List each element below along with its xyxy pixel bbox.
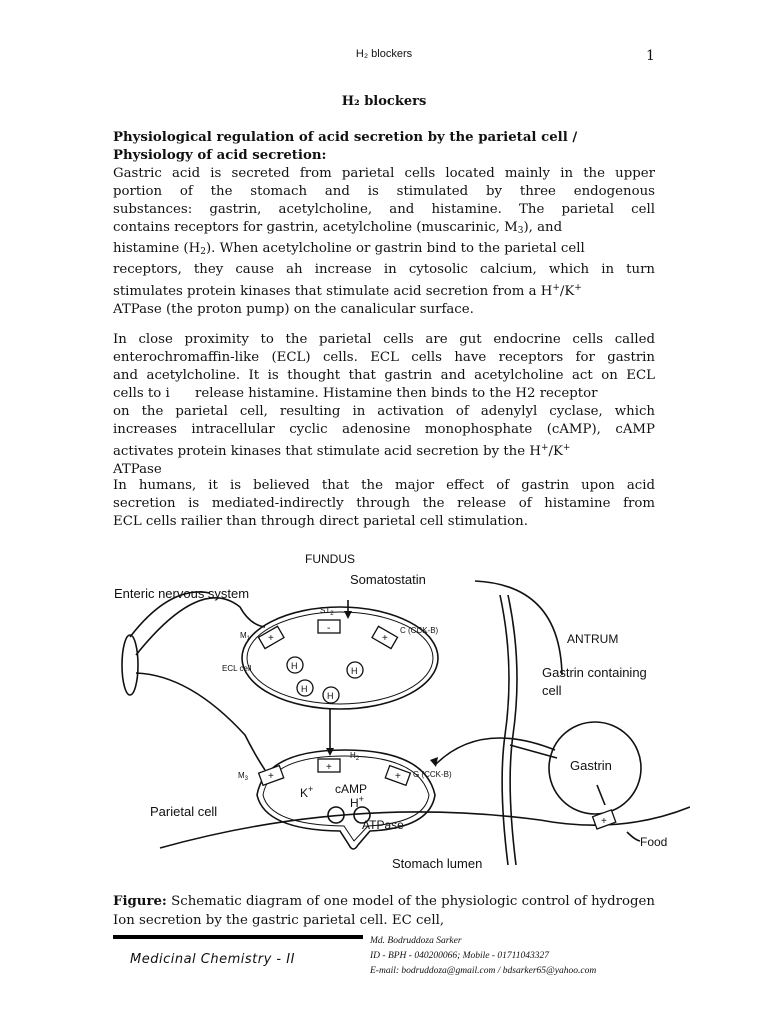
para-line: on the parietal cell, resulting in activation of adenylyl cyclase, which [113,404,655,419]
footer-rule [113,935,363,939]
paragraph-2 [113,331,655,479]
antrum-wall [500,595,509,865]
label-k: K+ [300,784,314,800]
caption-text: Schematic diagram of one model of the physiologic control of hydrogen Ion secretion by the gastric parietal cell. EC cell, [113,894,655,928]
label-antrum: ANTRUM [567,632,619,646]
para-line: In humans, it is believed that the major effect of gastrin upon acid [113,478,655,493]
footer-id: ID - BPH - 040200066; Mobile - 01711043327 [370,951,549,961]
section-heading-line-1: Physiological regulation of acid secretion by the parietal cell / [113,130,578,145]
footer-contact [370,934,596,979]
para-line: receptors, they cause ah increase in cytosolic calcium, which in turn [113,262,655,277]
food-pointer [627,832,640,841]
label-cckb-bottom: G (CCK-B) [413,770,452,779]
receptor-sign: + [326,762,332,773]
paragraph-3 [113,477,655,531]
antrum-wall [508,595,517,865]
label-gastrin-containing: Gastrin containing [542,665,647,680]
gastrin-to-ecl-arrow [475,581,562,675]
label-gastrin: Gastrin [570,758,612,773]
enteric-nerve-ganglion [122,635,138,695]
para-line: ATPase (the proton pump) on the canalicular surface. [113,302,474,317]
label-parietal-cell: Parietal cell [150,804,218,819]
running-header: H₂ blockers [355,48,413,60]
para-line: contains receptors for gastrin, acetylcholine (muscarinic, $M_3$), and [113,220,563,236]
label-st2: $ST_2$ [320,606,334,617]
para-line: enterochromaffin-like (ECL) cells. ECL cells have receptors for gastrin [113,350,655,365]
gastrin-to-parietal-arrow [435,738,555,765]
arrowhead [326,748,334,756]
label-atpase: ATPase [362,818,404,832]
para-line: Gastric acid is secreted from parietal cells located mainly in the upper [113,166,655,181]
parietal-cell-inner [263,756,429,841]
label-h: H [327,691,334,701]
label-cell: cell [542,683,562,698]
figure-caption [113,892,655,930]
receptor-sign: + [268,771,274,782]
label-h: H [291,661,298,671]
label-somatostatin: Somatostatin [350,572,426,587]
label-stomach-lumen: Stomach lumen [392,856,483,871]
parietal-cell-membrane [257,750,435,849]
label-food: Food [640,835,668,849]
arrowhead [430,757,438,767]
label-enteric-nervous-system: Enteric nervous system [114,586,250,601]
paragraph-1 [113,165,655,319]
section-heading [113,129,655,165]
label-h-plus: H+ [350,794,364,810]
label-cckb-top: C (CCK-B) [400,626,439,635]
label-m1: $M_1$ [240,631,251,642]
receptor-sign: + [268,633,274,644]
para-line: activates protein kinases that stimulate acid secretion by the H+/K+ [113,443,571,459]
para-line: substances: gastrin, acetylcholine, and histamine. The parietal cell [113,202,655,217]
label-m3: $M_3$ [238,771,249,782]
gastrin-arrow [510,745,557,758]
para-line: portion of the stomach and is stimulated by three endogenous [113,184,655,199]
receptor-sign: + [395,771,401,782]
label-h: H [301,684,308,694]
arrowhead [344,611,352,619]
para-line: ECL cells railier than through direct parietal cell stimulation. [113,514,528,529]
caption-label: Figure: [113,894,167,909]
label-ecl-cell: ECL cell [222,664,252,673]
para-line: ATPase [113,462,162,477]
gastrin-release-arrow [597,785,605,805]
receptor-sign: + [601,816,607,827]
para-line: secretion is mediated-indirectly through the release of histamine from [113,496,655,511]
footer-author: Md. Bodruddoza Sarker [370,936,462,946]
receptor-sign: - [327,623,331,634]
para-line: and acetylcholine. It is thought that gastrin and acetylcholine act on ECL [113,368,655,383]
page-number: 1 [646,48,655,64]
label-camp: cAMP [335,782,368,796]
document-title: H₂ blockers [341,94,427,109]
para-line: stimulates protein kinases that stimulate acid secretion from a H+/K+ [113,283,582,299]
section-heading-line-2: Physiology of acid secretion: [113,148,327,163]
para-line: increases intracellular cyclic adenosine monophosphate (cAMP), cAMP [113,422,655,437]
para-line: histamine $(H_2)$. When acetylcholine or gastrin bind to the parietal cell [113,241,585,257]
nerve-fiber [136,598,265,655]
label-h2: $H_2$ [350,751,360,762]
footer-course: Medicinal Chemistry - II [130,952,295,967]
label-fundus: FUNDUS [305,552,355,566]
nerve-fiber [136,673,265,770]
para-line: cells to i release histamine. Histamine then binds to the H2 receptor [113,386,598,401]
para-line: In close proximity to the parietal cells are gut endocrine cells called [113,332,655,347]
receptor-sign: + [382,633,388,644]
acid-secretion-diagram [100,545,690,880]
label-h: H [351,666,358,676]
footer-email: E-mail: bodruddoza@gmail.com / bdsarker65@yahoo.com [370,966,597,976]
